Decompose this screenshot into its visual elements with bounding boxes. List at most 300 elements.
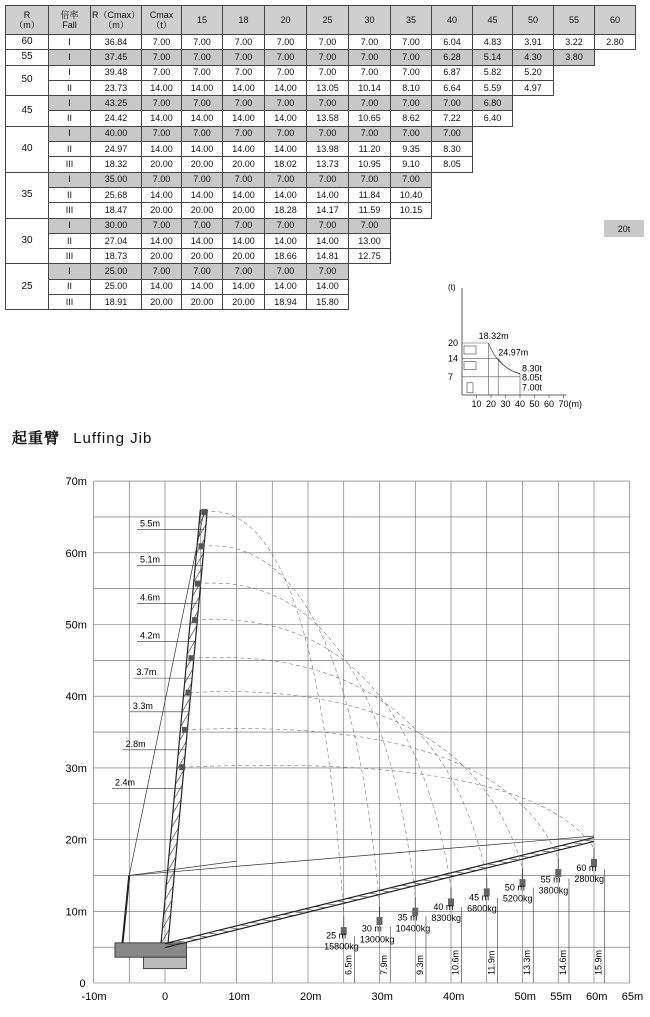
small-x-tick: 30 bbox=[500, 399, 511, 409]
cell-empty bbox=[391, 233, 432, 248]
small-load-chart bbox=[440, 280, 620, 420]
cell-capacity: 10.15 bbox=[391, 203, 432, 218]
cell-empty bbox=[432, 264, 473, 279]
cell-jib-length: 30 bbox=[6, 218, 49, 264]
small-label: 7.00t bbox=[522, 382, 543, 393]
cell-empty bbox=[432, 233, 473, 248]
cell-capacity: 5.82 bbox=[473, 65, 513, 80]
cell-capacity: 14.00 bbox=[223, 80, 265, 95]
swing-arc bbox=[195, 620, 451, 888]
cell-empty bbox=[349, 264, 391, 279]
cell-capacity: 13.58 bbox=[307, 111, 349, 126]
height-label: 11.9m bbox=[486, 950, 497, 975]
small-label: 8.30t bbox=[522, 363, 543, 374]
x-tick-label: 20m bbox=[300, 991, 322, 1003]
cell-empty bbox=[391, 264, 432, 279]
cell-empty bbox=[595, 96, 636, 111]
cell-empty bbox=[554, 233, 595, 248]
cell-capacity: 14.00 bbox=[307, 187, 349, 202]
cell-capacity: 6.04 bbox=[432, 35, 473, 50]
sheave bbox=[182, 727, 188, 733]
offset-label: 4.6m bbox=[139, 592, 160, 603]
pendant bbox=[129, 836, 597, 875]
small-x-tick: 50 bbox=[529, 399, 540, 409]
jib-lacing bbox=[519, 856, 530, 857]
jib-lacing bbox=[412, 883, 423, 884]
cell-capacity: 7.00 bbox=[432, 126, 473, 141]
cell-empty bbox=[473, 203, 513, 218]
cell-empty bbox=[432, 203, 473, 218]
jib-lacing bbox=[476, 867, 487, 868]
offset-label: 3.3m bbox=[132, 700, 153, 711]
cell-empty bbox=[595, 50, 636, 65]
sheave bbox=[179, 764, 185, 770]
cell-capacity: 7.00 bbox=[265, 218, 307, 233]
cell-capacity: 6.80 bbox=[473, 96, 513, 111]
cell-jib-length: 50 bbox=[6, 65, 49, 96]
cell-cmax: 7.00 bbox=[142, 65, 182, 80]
swing-arc bbox=[198, 583, 415, 897]
y-tick-label: 0 bbox=[79, 978, 86, 990]
cell-capacity: 10.40 bbox=[391, 187, 432, 202]
cell-capacity: 10.95 bbox=[349, 157, 391, 172]
offset-label: 4.2m bbox=[139, 630, 160, 641]
y-tick-label: 20m bbox=[65, 834, 87, 847]
note-box: 20t bbox=[604, 220, 644, 237]
offset-label: 3.7m bbox=[136, 667, 157, 678]
height-label: 9.3m bbox=[414, 954, 425, 975]
cell-capacity: 7.00 bbox=[432, 96, 473, 111]
header-radius: 20 bbox=[265, 6, 307, 35]
cell-cmax: 7.00 bbox=[142, 50, 182, 65]
load-radius: 45 m bbox=[469, 892, 490, 903]
cell-empty bbox=[554, 187, 595, 202]
cell-rcmax: 37.45 bbox=[91, 50, 142, 65]
cell-capacity: 7.00 bbox=[182, 35, 223, 50]
jib-lacing bbox=[326, 904, 337, 905]
cell-capacity: 10.65 bbox=[349, 111, 391, 126]
cell-capacity: 14.00 bbox=[182, 187, 223, 202]
cell-capacity: 7.00 bbox=[349, 126, 391, 141]
cell-empty bbox=[595, 187, 636, 202]
load-weight: 6800kg bbox=[467, 903, 497, 914]
cell-capacity: 4.83 bbox=[473, 35, 513, 50]
table-row bbox=[6, 264, 636, 279]
cell-capacity: 20.00 bbox=[182, 295, 223, 310]
crane-carbody bbox=[144, 957, 187, 968]
jib-lacing bbox=[347, 898, 358, 899]
header-radius: 18 bbox=[223, 6, 265, 35]
cell-capacity: 3.22 bbox=[554, 35, 595, 50]
load-weight: 10400kg bbox=[395, 923, 431, 934]
jib-lacing bbox=[465, 869, 476, 870]
cell-cmax: 14.00 bbox=[142, 80, 182, 95]
cell-fall: II bbox=[49, 187, 91, 202]
load-radius: 60 m bbox=[576, 863, 597, 874]
x-tick-label: 30m bbox=[371, 991, 393, 1003]
jib-lacing bbox=[304, 909, 315, 910]
cell-capacity: 11.59 bbox=[349, 203, 391, 218]
jib-lacing bbox=[337, 901, 348, 902]
jib-lacing bbox=[380, 891, 391, 892]
table-row bbox=[6, 172, 636, 187]
jib-lacing bbox=[562, 845, 573, 846]
cell-capacity: 20.00 bbox=[182, 203, 223, 218]
cell-empty bbox=[513, 142, 554, 157]
cell-rcmax: 18.32 bbox=[91, 157, 142, 172]
cell-rcmax: 24.42 bbox=[91, 111, 142, 126]
cell-fall: I bbox=[49, 65, 91, 80]
cell-capacity: 14.00 bbox=[182, 233, 223, 248]
cell-jib-length: 35 bbox=[6, 172, 49, 218]
swing-arc bbox=[189, 692, 523, 869]
cell-empty bbox=[349, 295, 391, 310]
cell-empty bbox=[595, 249, 636, 264]
x-tick-label: 40m bbox=[443, 991, 465, 1003]
jib-lacing bbox=[497, 861, 508, 862]
cell-capacity: 14.00 bbox=[223, 187, 265, 202]
cell-fall: I bbox=[49, 50, 91, 65]
cell-empty bbox=[595, 142, 636, 157]
cell-empty bbox=[554, 96, 595, 111]
cell-capacity: 7.00 bbox=[307, 65, 349, 80]
table-row bbox=[6, 50, 636, 65]
cell-capacity: 18.66 bbox=[265, 249, 307, 264]
cell-capacity: 14.00 bbox=[223, 279, 265, 294]
cell-capacity: 20.00 bbox=[223, 295, 265, 310]
offset-label: 2.4m bbox=[114, 777, 135, 788]
small-curve-ii bbox=[498, 359, 520, 374]
header-r: R （m） bbox=[6, 6, 49, 35]
table-row bbox=[6, 203, 636, 218]
jib-lacing bbox=[487, 864, 498, 865]
cell-empty bbox=[473, 187, 513, 202]
cell-empty bbox=[432, 187, 473, 202]
jib-lacing bbox=[197, 936, 208, 937]
jib-lacing bbox=[219, 930, 230, 931]
cell-capacity: 20.00 bbox=[223, 203, 265, 218]
cell-capacity: 14.00 bbox=[265, 279, 307, 294]
cell-empty bbox=[473, 126, 513, 141]
table-row bbox=[6, 65, 636, 80]
cell-fall: I bbox=[49, 218, 91, 233]
header-rcmax: R（Cmax） （m） bbox=[91, 6, 142, 35]
jib-lacing bbox=[508, 859, 519, 860]
height-label: 6.5m bbox=[343, 954, 354, 975]
header-radius: 30 bbox=[349, 6, 391, 35]
header-radius: 25 bbox=[307, 6, 349, 35]
header-fall: 倍率 Fall bbox=[49, 6, 91, 35]
cell-empty bbox=[595, 203, 636, 218]
cell-empty bbox=[473, 264, 513, 279]
cell-capacity: 7.00 bbox=[391, 96, 432, 111]
cell-capacity: 14.00 bbox=[265, 233, 307, 248]
cell-cmax: 14.00 bbox=[142, 187, 182, 202]
table-row bbox=[6, 142, 636, 157]
cell-cmax: 7.00 bbox=[142, 126, 182, 141]
small-x-tick: 70(m) bbox=[558, 399, 583, 409]
small-label: 8.05t bbox=[522, 372, 543, 383]
hook-icon bbox=[464, 362, 476, 370]
swing-arc bbox=[204, 511, 343, 916]
section-title-en: Luffing Jib bbox=[73, 430, 153, 447]
y-tick-label: 40m bbox=[65, 691, 87, 704]
cell-capacity: 3.80 bbox=[554, 50, 595, 65]
cell-capacity: 7.00 bbox=[265, 126, 307, 141]
load-weight: 3800kg bbox=[538, 885, 569, 896]
table-header bbox=[6, 6, 636, 35]
cell-empty bbox=[391, 249, 432, 264]
cell-empty bbox=[595, 172, 636, 187]
load-radius: 30 m bbox=[361, 923, 382, 934]
jib-lacing bbox=[390, 888, 401, 889]
cell-fall: II bbox=[49, 279, 91, 294]
y-tick-label: 60m bbox=[65, 547, 87, 560]
cell-capacity: 12.75 bbox=[349, 249, 391, 264]
cell-capacity: 14.00 bbox=[182, 80, 223, 95]
header-radius: 15 bbox=[182, 6, 223, 35]
cell-capacity: 7.00 bbox=[349, 218, 391, 233]
cell-capacity: 8.30 bbox=[432, 142, 473, 157]
cell-rcmax: 18.91 bbox=[91, 295, 142, 310]
small-y-unit: (t) bbox=[448, 283, 456, 292]
cell-capacity: 7.00 bbox=[223, 96, 265, 111]
cell-empty bbox=[349, 279, 391, 294]
jib-lacing bbox=[573, 843, 584, 844]
cell-fall: II bbox=[49, 142, 91, 157]
table-row bbox=[6, 218, 636, 233]
offset-label: 5.1m bbox=[139, 554, 160, 565]
cell-capacity: 5.14 bbox=[473, 50, 513, 65]
cell-empty bbox=[513, 172, 554, 187]
cell-cmax: 14.00 bbox=[142, 233, 182, 248]
small-label: 18.32m bbox=[478, 331, 509, 341]
height-label: 10.6m bbox=[450, 949, 461, 975]
cell-capacity: 14.00 bbox=[223, 233, 265, 248]
small-x-tick: 40 bbox=[515, 399, 526, 409]
cell-cmax: 20.00 bbox=[142, 249, 182, 264]
table-row bbox=[6, 35, 636, 50]
cell-capacity: 4.97 bbox=[513, 80, 554, 95]
cell-capacity: 20.00 bbox=[223, 157, 265, 172]
cell-jib-length: 60 bbox=[6, 35, 49, 50]
cell-cmax: 14.00 bbox=[142, 279, 182, 294]
cell-capacity: 7.00 bbox=[307, 264, 349, 279]
load-table bbox=[5, 5, 636, 310]
table-row bbox=[6, 233, 636, 248]
header-radius: 60 bbox=[595, 6, 636, 35]
cell-capacity: 7.00 bbox=[391, 126, 432, 141]
header-radius: 35 bbox=[391, 6, 432, 35]
cell-empty bbox=[513, 249, 554, 264]
table-row bbox=[6, 157, 636, 172]
cell-capacity: 18.02 bbox=[265, 157, 307, 172]
cell-cmax: 14.00 bbox=[142, 142, 182, 157]
y-tick-label: 50m bbox=[65, 619, 87, 632]
cell-capacity: 14.00 bbox=[182, 142, 223, 157]
small-x-tick: 60 bbox=[544, 399, 555, 409]
cell-empty bbox=[513, 187, 554, 202]
x-tick-label: 55m bbox=[550, 991, 572, 1003]
table-row bbox=[6, 126, 636, 141]
cell-fall: III bbox=[49, 157, 91, 172]
cell-rcmax: 39.48 bbox=[91, 65, 142, 80]
cell-empty bbox=[595, 65, 636, 80]
cell-rcmax: 18.47 bbox=[91, 203, 142, 218]
cell-capacity: 8.62 bbox=[391, 111, 432, 126]
cell-empty bbox=[473, 172, 513, 187]
table-row bbox=[6, 96, 636, 111]
cell-fall: I bbox=[49, 264, 91, 279]
cell-capacity: 7.00 bbox=[265, 172, 307, 187]
cell-capacity: 13.73 bbox=[307, 157, 349, 172]
cell-capacity: 7.00 bbox=[182, 65, 223, 80]
cell-rcmax: 30.00 bbox=[91, 218, 142, 233]
cell-capacity: 14.00 bbox=[307, 279, 349, 294]
jib-lacing bbox=[540, 851, 551, 852]
cell-capacity: 7.00 bbox=[391, 65, 432, 80]
header-radius: 45 bbox=[473, 6, 513, 35]
cell-empty bbox=[432, 249, 473, 264]
cell-capacity: 4.30 bbox=[513, 50, 554, 65]
cell-capacity: 14.00 bbox=[307, 233, 349, 248]
jib-lacing bbox=[240, 925, 251, 926]
cell-capacity: 7.00 bbox=[182, 50, 223, 65]
load-weight: 13000kg bbox=[359, 934, 395, 945]
small-y-tick: 20 bbox=[448, 338, 459, 348]
cell-capacity: 11.20 bbox=[349, 142, 391, 157]
cell-capacity: 13.05 bbox=[307, 80, 349, 95]
sheave bbox=[186, 690, 192, 696]
load-weight: 2800kg bbox=[574, 874, 604, 885]
offset-label: 5.5m bbox=[139, 518, 160, 529]
cell-empty bbox=[513, 111, 554, 126]
sheave bbox=[195, 581, 201, 587]
cell-empty bbox=[554, 249, 595, 264]
swing-arc bbox=[201, 546, 379, 906]
sheave bbox=[188, 655, 194, 661]
cell-jib-length: 45 bbox=[6, 96, 49, 127]
header-radius: 50 bbox=[513, 6, 554, 35]
cell-empty bbox=[554, 172, 595, 187]
cell-empty bbox=[513, 126, 554, 141]
cell-capacity: 20.00 bbox=[182, 249, 223, 264]
sheave bbox=[201, 509, 207, 515]
table-row bbox=[6, 249, 636, 264]
x-tick-label: 0 bbox=[162, 991, 169, 1003]
cell-empty bbox=[513, 233, 554, 248]
cell-empty bbox=[554, 218, 595, 233]
cell-capacity: 7.00 bbox=[265, 96, 307, 111]
cell-empty bbox=[554, 65, 595, 80]
height-label: 7.9m bbox=[379, 954, 390, 975]
cell-capacity: 7.00 bbox=[223, 65, 265, 80]
cell-jib-length: 55 bbox=[6, 50, 49, 65]
cell-fall: III bbox=[49, 203, 91, 218]
x-tick-label: 65m bbox=[621, 991, 644, 1003]
cell-capacity: 14.17 bbox=[307, 203, 349, 218]
cell-rcmax: 43.25 bbox=[91, 96, 142, 111]
load-radius: 25 m bbox=[326, 930, 347, 941]
cell-fall: II bbox=[49, 233, 91, 248]
cell-capacity: 14.00 bbox=[223, 111, 265, 126]
cell-empty bbox=[473, 249, 513, 264]
cell-capacity: 3.91 bbox=[513, 35, 554, 50]
cell-fall: I bbox=[49, 172, 91, 187]
x-tick-label: 60m bbox=[586, 991, 608, 1003]
header-radius: 40 bbox=[432, 6, 473, 35]
cell-empty bbox=[595, 264, 636, 279]
jib-lacing bbox=[186, 938, 197, 939]
cell-capacity: 7.00 bbox=[223, 126, 265, 141]
cell-capacity: 6.40 bbox=[473, 111, 513, 126]
cell-capacity: 7.00 bbox=[307, 50, 349, 65]
cell-empty bbox=[473, 233, 513, 248]
jib-lacing bbox=[208, 933, 219, 934]
header-radius: 55 bbox=[554, 6, 595, 35]
cell-empty bbox=[473, 142, 513, 157]
cell-capacity: 7.00 bbox=[182, 172, 223, 187]
table-row bbox=[6, 80, 636, 95]
height-label: 15.9m bbox=[593, 949, 604, 975]
cell-capacity: 14.00 bbox=[265, 142, 307, 157]
cell-capacity: 7.00 bbox=[182, 264, 223, 279]
cell-empty bbox=[554, 264, 595, 279]
jib-lacing bbox=[283, 914, 294, 915]
jib-lacing bbox=[176, 941, 187, 942]
cell-cmax: 20.00 bbox=[142, 203, 182, 218]
cell-capacity: 20.00 bbox=[182, 157, 223, 172]
cell-empty bbox=[513, 96, 554, 111]
height-label: 14.6m bbox=[557, 949, 568, 975]
cell-capacity: 7.00 bbox=[265, 35, 307, 50]
cell-empty bbox=[554, 142, 595, 157]
cell-capacity: 7.00 bbox=[223, 218, 265, 233]
cell-rcmax: 36.84 bbox=[91, 35, 142, 50]
cell-capacity: 11.84 bbox=[349, 187, 391, 202]
x-tick-label: 10m bbox=[228, 991, 250, 1003]
cell-fall: III bbox=[49, 295, 91, 310]
jib-lacing bbox=[262, 920, 273, 921]
cell-empty bbox=[554, 111, 595, 126]
cell-capacity: 7.00 bbox=[307, 35, 349, 50]
pendant bbox=[129, 510, 204, 876]
cell-capacity: 14.00 bbox=[265, 111, 307, 126]
cell-empty bbox=[513, 203, 554, 218]
cell-empty bbox=[432, 172, 473, 187]
cell-empty bbox=[554, 157, 595, 172]
cell-rcmax: 40.00 bbox=[91, 126, 142, 141]
small-x-tick: 20 bbox=[486, 399, 497, 409]
cell-capacity: 13.00 bbox=[349, 233, 391, 248]
cell-capacity: 7.00 bbox=[349, 35, 391, 50]
cell-capacity: 6.28 bbox=[432, 50, 473, 65]
y-tick-label: 10m bbox=[65, 906, 87, 919]
cell-capacity: 5.59 bbox=[473, 80, 513, 95]
cell-cmax: 7.00 bbox=[142, 264, 182, 279]
small-y-tick: 14 bbox=[448, 353, 459, 364]
load-radius: 40 m bbox=[433, 901, 454, 912]
jib-lacing bbox=[422, 880, 433, 881]
cell-cmax: 7.00 bbox=[142, 172, 182, 187]
cell-empty bbox=[554, 126, 595, 141]
cell-capacity: 15.80 bbox=[307, 295, 349, 310]
jib-lacing bbox=[551, 848, 562, 849]
cell-capacity: 8.10 bbox=[391, 80, 432, 95]
sheave bbox=[198, 543, 204, 549]
cell-cmax: 7.00 bbox=[142, 35, 182, 50]
cell-fall: II bbox=[49, 80, 91, 95]
